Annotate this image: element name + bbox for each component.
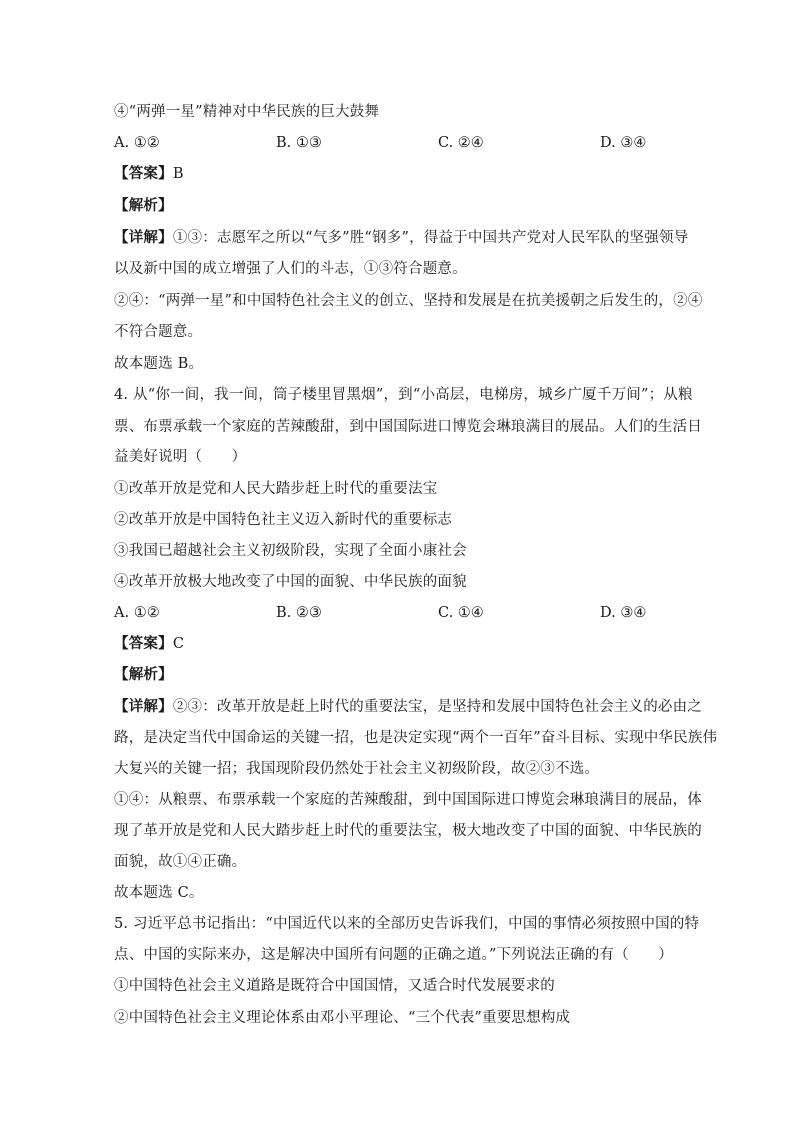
q5-stem-line-2: 点、中国的实际来办，这是解决中国所有问题的正确之道。”下列说法正确的有（ ） bbox=[114, 947, 673, 963]
q3-answer bbox=[114, 164, 184, 184]
q4-detail-line-5: 现了革开放是党和人民大踏步赶上时代的重要法宝，极大地改变了中国的面貌、中华民族的 bbox=[114, 823, 702, 839]
detail-tag: 【详解】 bbox=[114, 698, 173, 715]
q3-detail-line-4: 不符合题意。 bbox=[114, 324, 203, 340]
q3-conclusion: 故本题选 B。 bbox=[114, 356, 204, 372]
q3-detail-line-1 bbox=[114, 228, 688, 248]
q3-option-d: D. ③④ bbox=[600, 135, 647, 151]
q5-stem-line-1: 5. 习近平总书记指出：“中国近代以来的全部历史告诉我们，中国的事情必须按照中国的特 bbox=[114, 916, 700, 932]
detail-tag: 【详解】 bbox=[114, 229, 173, 246]
detail-text: ①③：志愿军之所以“气多”胜“钢多”，得益于中国共产党对人民军队的坚强领导 bbox=[172, 230, 689, 246]
q3-option-a: A. ①② bbox=[114, 135, 160, 151]
q4-statement-2: ②改革开放是中国特色社主义迈入新时代的重要标志 bbox=[114, 512, 453, 528]
detail-text: ②③：改革开放是赶上时代的重要法宝，是坚持和发展中国特色社会主义的必由之 bbox=[172, 699, 703, 715]
q4-option-c: C. ①④ bbox=[438, 605, 484, 621]
q5-statement-2: ②中国特色社会主义理论体系由邓小平理论、“三个代表”重要思想构成 bbox=[114, 1010, 571, 1026]
q4-detail-line-6: 面貌，故①④正确。 bbox=[114, 854, 247, 870]
q4-detail-line-4: ①④：从粮票、布票承载一个家庭的苦辣酸甜，到中国国际进口博览会琳琅满目的展品，体 bbox=[114, 792, 702, 808]
q4-detail-line-2: 路，是决定当代中国命运的关键一招，也是决定实现“两个一百年”奋斗目标、实现中华民族伟 bbox=[114, 730, 718, 746]
q4-option-b: B. ②③ bbox=[276, 605, 322, 621]
q4-detail-line-1 bbox=[114, 697, 702, 717]
q3-option-b: B. ①③ bbox=[276, 135, 322, 151]
q3-option-c: C. ②④ bbox=[438, 135, 484, 151]
q5-statement-1: ①中国特色社会主义道路是既符合中国国情，又适合时代发展要求的 bbox=[114, 978, 555, 994]
q4-conclusion: 故本题选 C。 bbox=[114, 885, 204, 901]
q4-option-d: D. ③④ bbox=[600, 605, 647, 621]
q4-answer bbox=[114, 634, 184, 654]
q4-statement-3: ③我国已超越社会主义初级阶段，实现了全面小康社会 bbox=[114, 543, 467, 559]
answer-tag: 【答案】 bbox=[114, 635, 173, 652]
q3-analysis-tag: 【解析】 bbox=[114, 197, 173, 214]
q3-detail-line-3: ②④：“两弹一星”和中国特色社会主义的创立、坚持和发展是在抗美援朝之后发生的，②④ bbox=[114, 293, 703, 309]
answer-value: C bbox=[172, 636, 185, 652]
q4-option-a: A. ①② bbox=[114, 605, 160, 621]
q4-statement-1: ①改革开放是党和人民大踏步赶上时代的重要法宝 bbox=[114, 481, 438, 497]
q4-detail-line-3: 大复兴的关键一招；我国现阶段仍然处于社会主义初级阶段，故②③不选。 bbox=[114, 761, 600, 777]
answer-tag: 【答案】 bbox=[114, 165, 173, 182]
q4-stem-line-2: 票、布票承载一个家庭的苦辣酸甜，到中国国际进口博览会琳琅满目的展品。人们的生活日 bbox=[114, 419, 702, 435]
q4-stem-line-3: 益美好说明（ ） bbox=[114, 449, 247, 465]
q4-statement-4: ④改革开放极大地改变了中国的面貌、中华民族的面貌 bbox=[114, 574, 467, 590]
q4-stem-line-1: 4. 从“你一间，我一间，筒子楼里冒黑烟”，到“小高层，电梯房，城乡广厦千万间”；从粮 bbox=[114, 387, 693, 403]
answer-value: B bbox=[172, 166, 184, 182]
q3-detail-line-2: 以及新中国的成立增强了人们的斗志，①③符合题意。 bbox=[114, 261, 467, 277]
q3-statement-4: ④“两弹一星”精神对中华民族的巨大鼓舞 bbox=[114, 104, 380, 120]
q4-analysis-tag: 【解析】 bbox=[114, 666, 173, 683]
